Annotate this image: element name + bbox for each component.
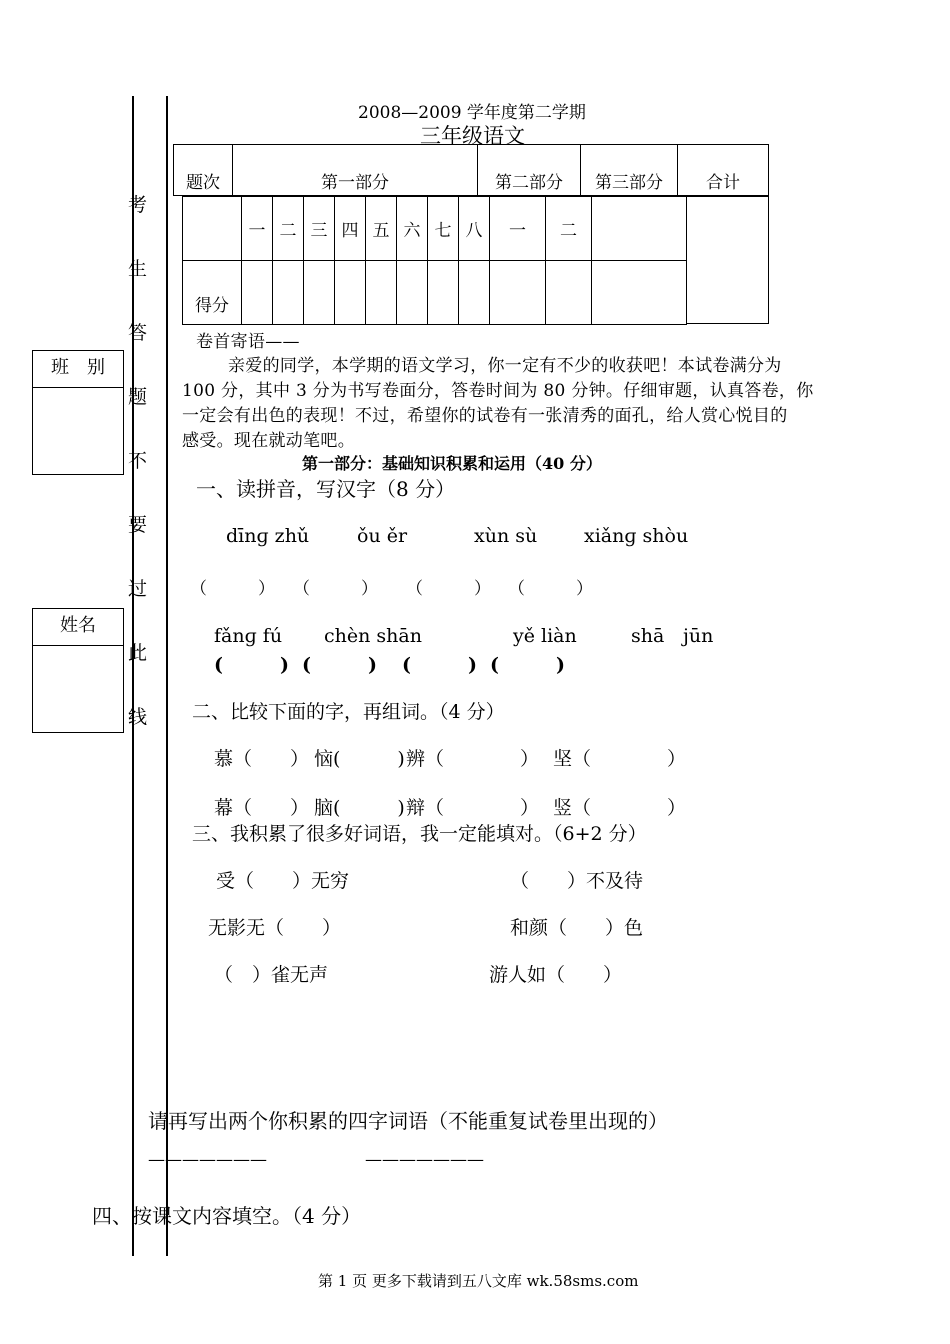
score-cell[interactable]: [242, 261, 273, 325]
score-cell[interactable]: [335, 261, 366, 325]
part3-header: 第三部分: [581, 145, 678, 196]
foreword-line: 100 分，其中 3 分为书写卷面分，答卷时间为 80 分钟。仔细审题，认真答卷，你: [182, 381, 814, 401]
section1-title: 第一部分：基础知识积累和运用（40 分）: [302, 454, 602, 473]
foreword-line: 一定会有出色的表现！不过，希望你的试卷有一张清秀的面孔，给人赏心悦目的: [182, 406, 788, 426]
foreword-line: 感受。现在就动笔吧。: [182, 431, 355, 451]
q-num: 三: [304, 197, 335, 261]
q-num: 五: [366, 197, 397, 261]
score-table-header: [173, 144, 769, 196]
q1-title: 一、读拼音，写汉字（8 分）: [196, 477, 456, 501]
idiom-item[interactable]: 和颜（ ）色: [510, 917, 644, 939]
q-num: 四: [335, 197, 366, 261]
binding-char: 生: [128, 258, 148, 280]
answer-blank[interactable]: ( ): [490, 654, 565, 676]
part2-header: 第二部分: [478, 145, 581, 196]
q-num: 二: [273, 197, 304, 261]
compare-item[interactable]: 竖（ ）: [553, 797, 687, 819]
compare-item[interactable]: 脑( ): [314, 797, 405, 819]
part3-cell: [592, 197, 687, 261]
q3-extra-prompt: 请再写出两个你积累的四字词语（不能重复试卷里出现的）: [148, 1109, 668, 1133]
pinyin: fǎnɡ fú: [214, 625, 283, 647]
compare-item[interactable]: 慕（ ）: [214, 748, 310, 770]
score-cell[interactable]: [490, 261, 546, 325]
compare-item[interactable]: 幕（ ）: [214, 797, 310, 819]
blank-cell: [183, 197, 242, 261]
q4-title: 四、按课文内容填空。（4 分）: [92, 1204, 362, 1228]
compare-item[interactable]: 辨（ ）: [406, 748, 540, 770]
foreword-line: 亲爱的同学，本学期的语文学习，你一定有不少的收获吧！本试卷满分为: [228, 356, 782, 376]
pinyin: chèn shān: [324, 625, 422, 647]
score-cell[interactable]: [428, 261, 459, 325]
pinyin: xùn sù: [474, 525, 538, 547]
answer-blank[interactable]: （ ）: [508, 579, 593, 599]
answer-line[interactable]: ———————: [148, 1150, 267, 1170]
idiom-item[interactable]: （ ）不及待: [510, 870, 644, 892]
answer-blank[interactable]: （ ）: [406, 579, 491, 599]
q2-title: 二、比较下面的字，再组词。（4 分）: [192, 701, 505, 723]
score-cell[interactable]: [592, 261, 687, 325]
binding-char: 答: [128, 322, 148, 344]
binding-char: 过: [128, 578, 148, 600]
compare-item[interactable]: 坚（ ）: [553, 748, 687, 770]
q3-title: 三、我积累了很多好词语，我一定能填对。（6+2 分）: [192, 823, 647, 845]
answer-blank[interactable]: ( ): [302, 654, 377, 676]
binding-char: 不: [128, 450, 148, 472]
name-box: [32, 608, 124, 733]
score-cell[interactable]: [397, 261, 428, 325]
answer-blank[interactable]: （ ）: [293, 579, 378, 599]
col-label: 题次: [174, 145, 233, 196]
class-box: [32, 350, 124, 475]
idiom-item[interactable]: （ ）雀无声: [214, 964, 329, 986]
foreword-title: 卷首寄语——: [196, 332, 300, 352]
class-label: 班 别: [33, 351, 123, 388]
idiom-item[interactable]: 游人如（ ）: [489, 964, 623, 986]
answer-line[interactable]: ———————: [365, 1150, 484, 1170]
binding-char: 此: [128, 642, 148, 664]
q-num: 七: [428, 197, 459, 261]
answer-blank[interactable]: ( ): [402, 654, 477, 676]
score-cell[interactable]: [546, 261, 592, 325]
binding-line-right: [166, 96, 168, 1256]
class-field[interactable]: [33, 388, 123, 473]
page-footer: 第 1 页 更多下载请到五八文库 wk.58sms.com: [318, 1272, 639, 1290]
q-num: 一: [490, 197, 546, 261]
score-cell[interactable]: [366, 261, 397, 325]
idiom-item[interactable]: 受（ ）无穷: [216, 870, 350, 892]
part1-header: 第一部分: [233, 145, 478, 196]
name-field[interactable]: [33, 646, 123, 731]
pinyin: shā: [631, 625, 665, 647]
score-cell[interactable]: [459, 261, 490, 325]
score-cell[interactable]: [304, 261, 335, 325]
compare-item[interactable]: 恼( ): [314, 748, 405, 770]
pinyin: yě liàn: [513, 625, 577, 647]
pinyin: xiǎnɡ shòu: [584, 525, 689, 547]
score-table-body: [182, 196, 687, 325]
pinyin: ǒu ěr: [357, 525, 408, 547]
pinyin: dīnɡ zhǔ: [226, 525, 310, 547]
binding-char: 要: [128, 514, 148, 536]
binding-char: 线: [128, 706, 148, 728]
q-num: 一: [242, 197, 273, 261]
compare-item[interactable]: 辩（ ）: [406, 797, 540, 819]
score-label: 得分: [183, 261, 242, 325]
answer-blank[interactable]: ( ): [214, 654, 289, 676]
binding-char: 题: [128, 386, 148, 408]
total-header: 合计: [678, 145, 769, 196]
score-cell[interactable]: [273, 261, 304, 325]
name-label: 姓名: [33, 609, 123, 646]
pinyin: jūn: [683, 625, 714, 647]
q-num: 六: [397, 197, 428, 261]
q-num: 二: [546, 197, 592, 261]
answer-blank[interactable]: （ ）: [190, 579, 275, 599]
total-score-cell[interactable]: [686, 196, 769, 324]
school-year: 2008—2009 学年度第二学期: [358, 103, 586, 123]
binding-char: 考: [128, 194, 148, 216]
idiom-item[interactable]: 无影无（ ）: [208, 917, 342, 939]
q-num: 八: [459, 197, 490, 261]
page-title: 三年级语文: [420, 124, 525, 148]
